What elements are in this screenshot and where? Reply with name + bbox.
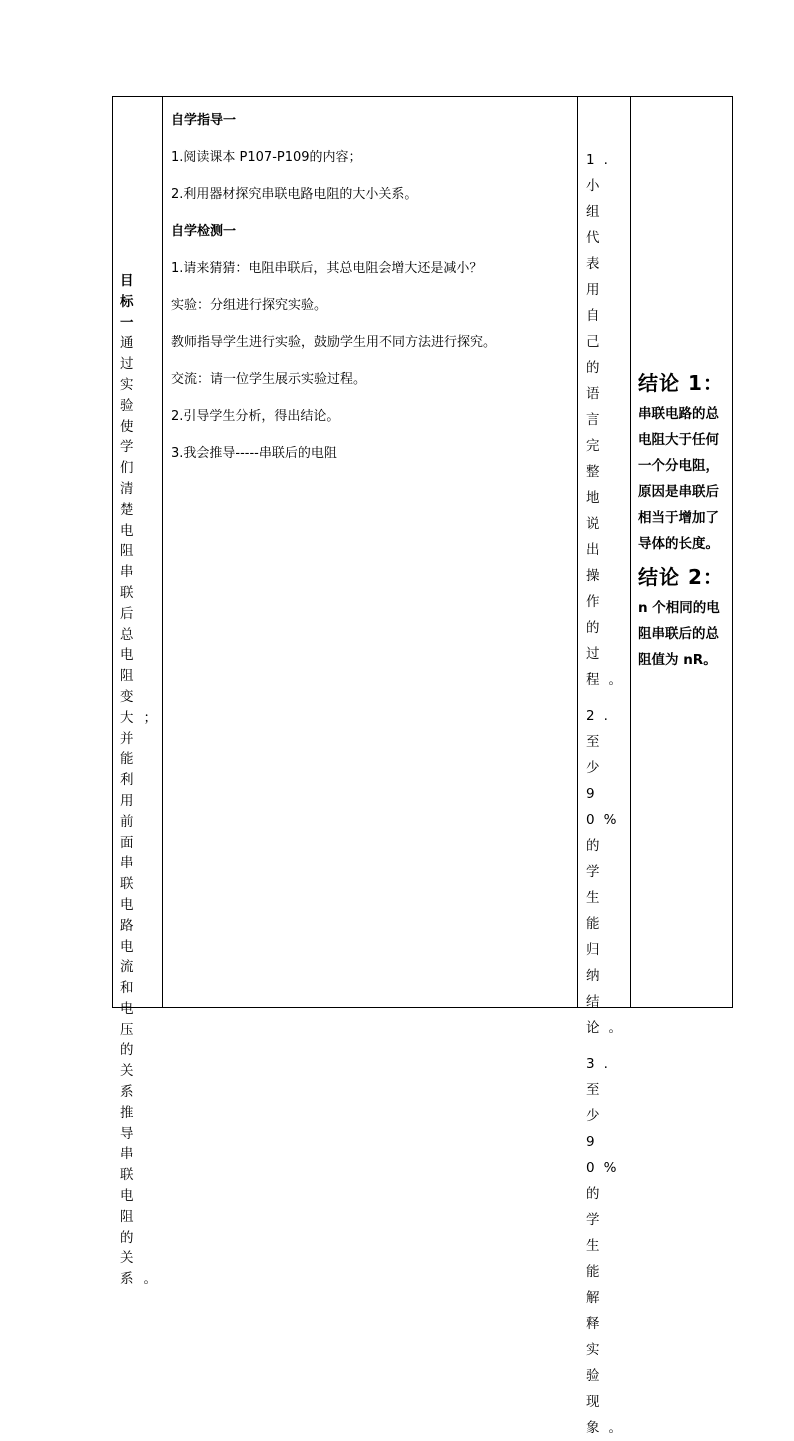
conclusion-2-body: n 个相同的电阻串联后的总阻值为 nR。 (638, 600, 720, 668)
note-item: 2.至少90%的学生能归纳结论。 (586, 708, 631, 1036)
check-item: 1.请来猜猜：电阻串联后，其总电阻会增大还是减小？ (171, 261, 483, 276)
lesson-table (112, 96, 733, 1436)
note-item: 1.小组代表用自己的语言完整地说出操作的过程。 (586, 152, 631, 688)
conclusion-cell (631, 97, 732, 1007)
check-item: 实验：分组进行探究实验。 (171, 298, 328, 313)
guide-item: 2.利用器材探究串联电路电阻的大小关系。 (171, 187, 418, 202)
check-item: 3.我会推导-----串联后的电阻 (171, 446, 337, 461)
conclusion-2-title: 结论 2： (638, 565, 724, 589)
check-title: 自学检测一 (171, 224, 237, 239)
check-item: 交流：请一位学生展示实验过程。 (171, 372, 367, 387)
content-cell (163, 97, 578, 1007)
conclusion-1-body: 串联电路的总电阻大于任何一个分电阻，原因是串联后相当于增加了导体的长度。 (638, 406, 719, 552)
check-item: 教师指导学生进行实验，鼓励学生用不同方法进行探究。 (171, 335, 497, 350)
conclusion-1-title: 结论 1： (638, 371, 724, 395)
note-item: 3. 至少90%的学生能解释实验现象。 (586, 1056, 631, 1436)
goal-heading: 目标一 (120, 273, 144, 331)
check-item: 2.引导学生分析，得出结论。 (171, 409, 340, 424)
goal-text: 通过实验使学们清楚电阻串联后总电阻变大；并能利用前面串联电路电流和电压的关系推导串联电阻的关系。 (120, 335, 167, 1288)
goal-cell (113, 97, 167, 1288)
notes-cell (578, 97, 631, 1436)
guide-title: 自学指导一 (171, 113, 237, 128)
guide-item: 1.阅读课本 P107-P109的内容； (171, 150, 362, 165)
